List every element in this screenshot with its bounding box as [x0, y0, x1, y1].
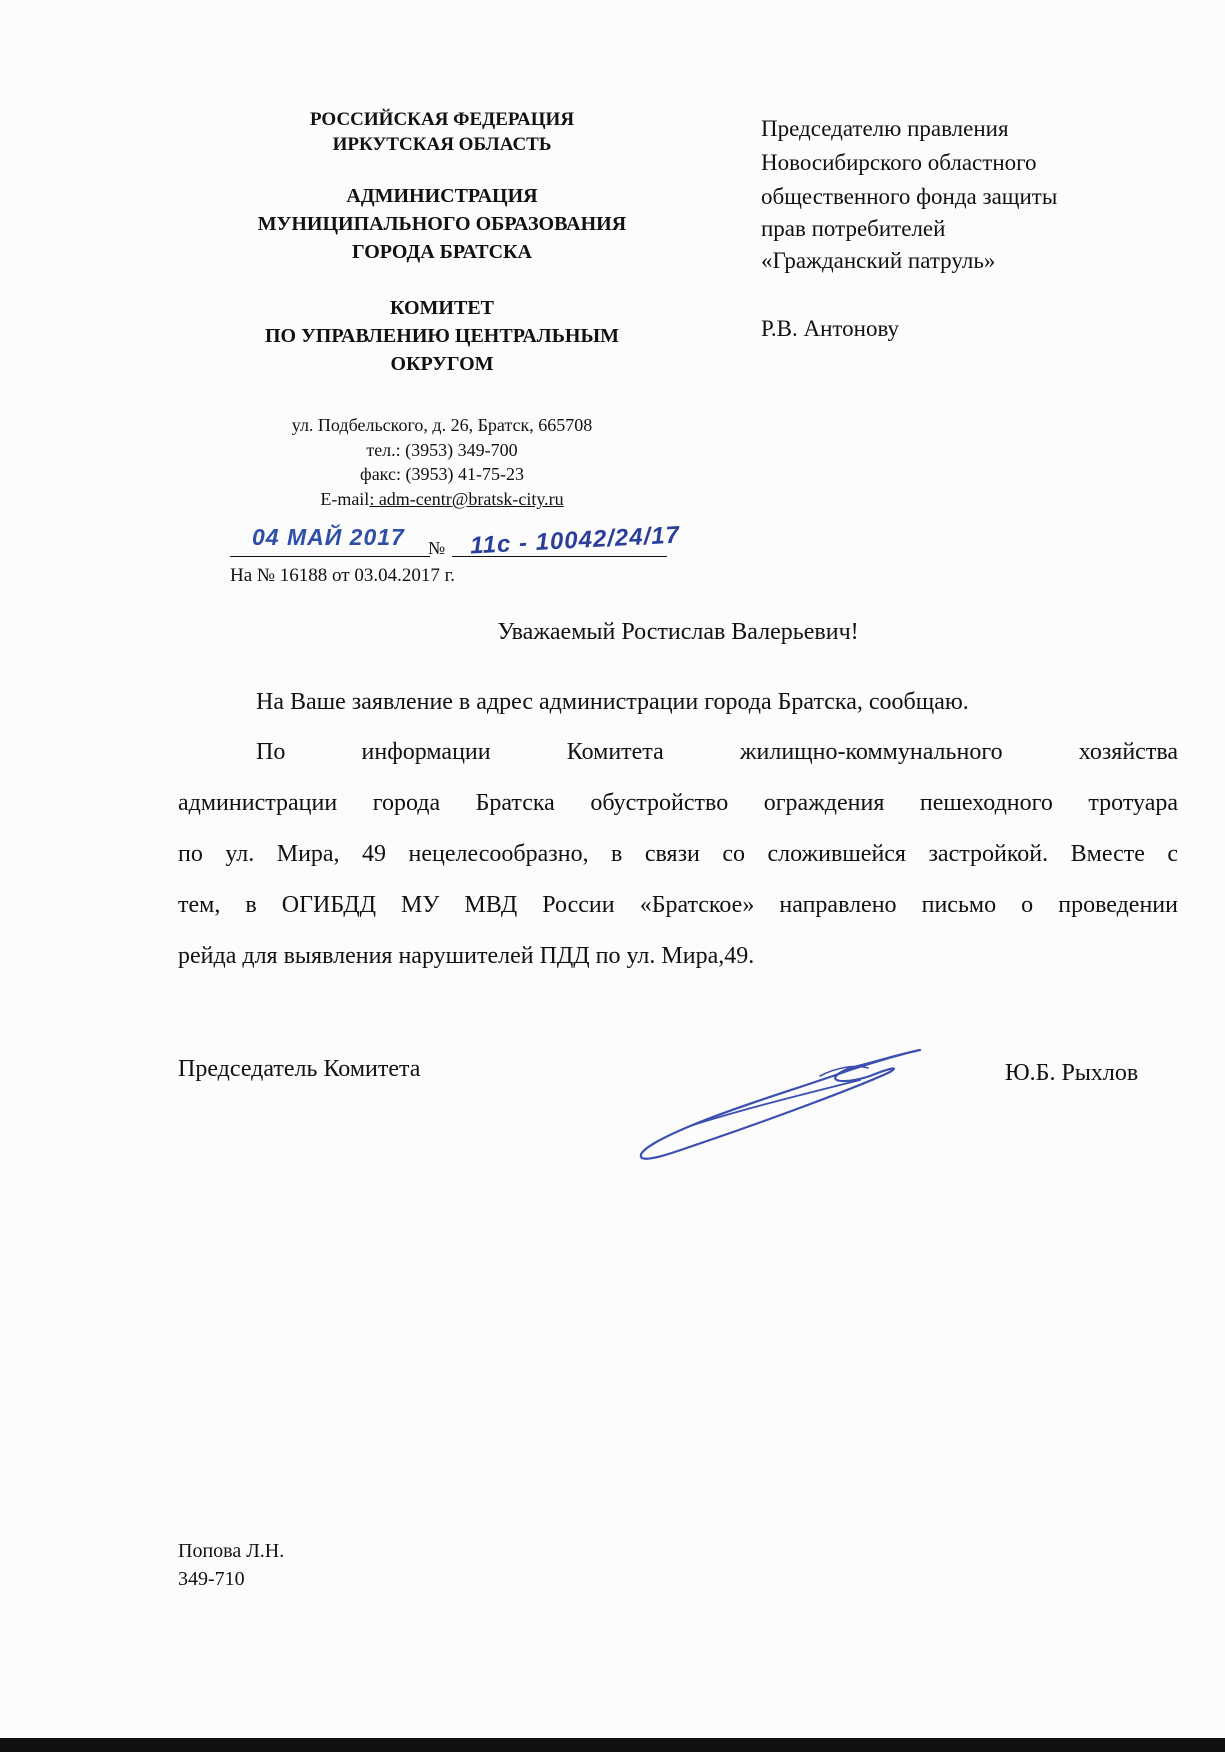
sender-phone: тел.: (3953) 349-700	[366, 440, 518, 460]
executor-name: Попова Л.Н.	[178, 1540, 285, 1562]
date-underline	[230, 556, 430, 557]
committee-line-2: ПО УПРАВЛЕНИЮ ЦЕНТРАЛЬНЫМ	[265, 325, 619, 347]
word: Комитета	[566, 739, 664, 765]
signatory-position: Председатель Комитета	[178, 1056, 421, 1082]
reference-number: На № 16188 от 03.04.2017 г.	[230, 565, 455, 586]
paragraph-2-line-4: тем, в ОГИБДД МУ МВД России «Братское» направлено письмо о проведении	[178, 892, 1178, 918]
paragraph-2-line-5: рейда для выявления нарушителей ПДД по ул. Мира,49.	[178, 943, 755, 969]
sender-address: ул. Подбельского, д. 26, Братск, 665708	[291, 415, 593, 435]
word: По	[256, 739, 286, 765]
recipient-name: Р.В. Антонову	[761, 316, 900, 341]
sender-email	[206, 487, 678, 511]
word: информации	[361, 739, 491, 765]
recipient-line-1: Председателю правления	[761, 116, 1009, 141]
word: хозяйства	[1078, 739, 1178, 765]
recipient-line-3: общественного фонда защиты	[761, 184, 1058, 209]
handwritten-signature	[620, 1040, 930, 1170]
committee-line-3: ОКРУГОМ	[390, 353, 494, 375]
committee-line-1: КОМИТЕТ	[389, 297, 494, 319]
paragraph-2-line-3: по ул. Мира, 49 нецелесообразно, в связи со сложившейся застройкой. Вместе с	[178, 841, 1178, 867]
administration-line-3: ГОРОДА БРАТСКА	[352, 241, 532, 263]
signatory-name: Ю.Б. Рыхлов	[1005, 1060, 1139, 1086]
sender-country: РОССИЙСКАЯ ФЕДЕРАЦИЯ	[309, 109, 575, 130]
paragraph-2-first-line	[256, 730, 1178, 774]
email-label: E-mail	[320, 489, 370, 509]
scan-edge	[0, 1738, 1225, 1752]
administration-line-1: АДМИНИСТРАЦИЯ	[346, 185, 538, 207]
paragraph-2-line-2: администрации города Братска обустройство ограждения пешеходного тротуара	[178, 790, 1178, 816]
email-address: : adm-centr@bratsk-city.ru	[369, 489, 564, 509]
salutation: Уважаемый Ростислав Валерьевич!	[497, 619, 859, 645]
sender-fax: факс: (3953) 41-75-23	[360, 464, 524, 484]
paragraph-1: На Ваше заявление в адрес администрации города Братска, сообщаю.	[256, 689, 969, 715]
number-sign: №	[428, 538, 446, 558]
executor-phone: 349-710	[178, 1568, 245, 1590]
recipient-line-2: Новосибирского областного	[761, 150, 1037, 175]
date-stamp: 04 МАЙ 2017	[252, 524, 405, 550]
recipient-line-4: прав потребителей	[761, 216, 946, 241]
word: жилищно-коммунального	[739, 739, 1003, 765]
outgoing-number: 11с - 10042/24/17	[469, 521, 681, 560]
recipient-line-5: «Гражданский патруль»	[761, 248, 996, 273]
sender-region: ИРКУТСКАЯ ОБЛАСТЬ	[332, 134, 552, 155]
administration-line-2: МУНИЦИПАЛЬНОГО ОБРАЗОВАНИЯ	[257, 213, 627, 235]
